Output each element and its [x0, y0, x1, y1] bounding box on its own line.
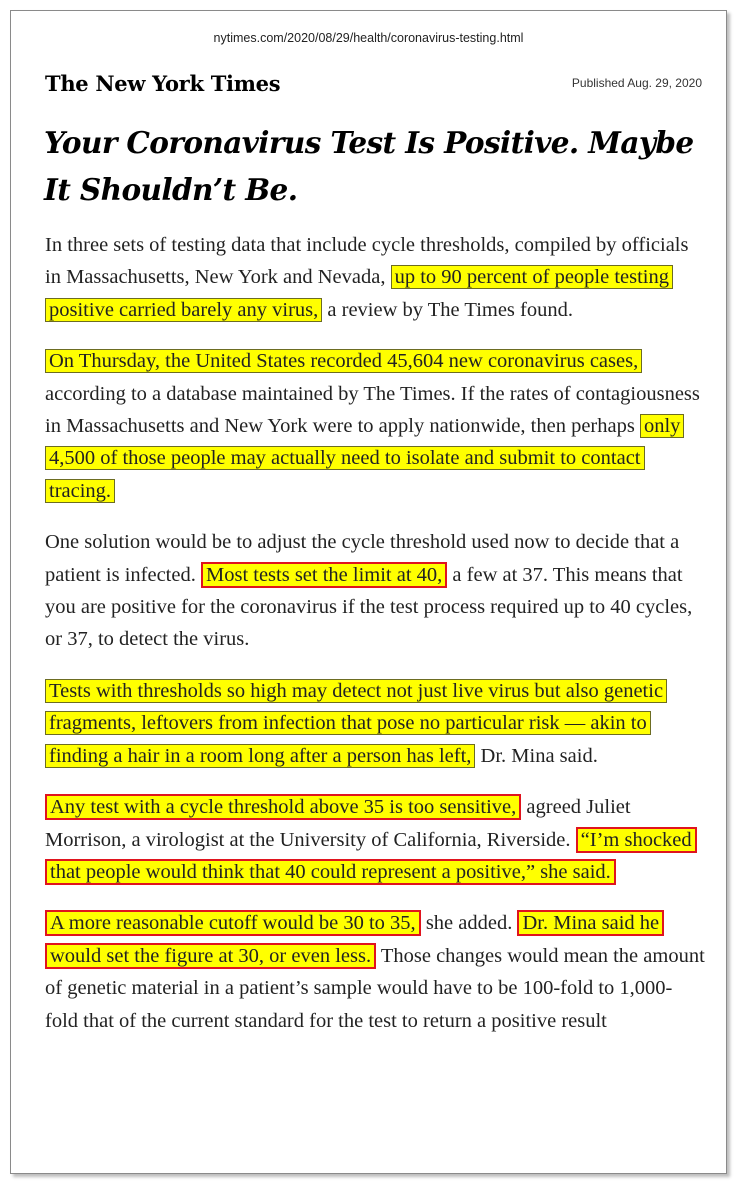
- text: One solution would be to adjust the cycle threshold used now to decide that a patient is infected.: [45, 531, 680, 586]
- text: In three sets of testing data that include cycle thresholds, compiled by officials in Massachusetts, New York and Nevada,: [45, 234, 689, 289]
- text: Dr. Mina said.: [475, 744, 598, 767]
- red-boxed-highlight: “I’m shocked that people would think that 40 could represent a positive,” she said.: [45, 827, 697, 885]
- nyt-masthead-logo[interactable]: The New York Times: [45, 71, 281, 96]
- yellow-highlight: only 4,500 of those people may actually need to isolate and submit to contact tracing.: [45, 414, 684, 503]
- text: according to a database maintained by The Times. If the rates of contagiousness in Massachusetts and New York were to apply nationwide, then perhaps: [45, 382, 700, 438]
- article-body: [45, 229, 705, 1056]
- paragraph-6: [45, 907, 705, 1037]
- published-date: Published Aug. 29, 2020: [571, 76, 702, 90]
- red-boxed-highlight: A more reasonable cutoff would be 30 to 35,: [45, 910, 421, 936]
- red-boxed-highlight: Most tests set the limit at 40,: [201, 562, 447, 588]
- red-boxed-highlight: Any test with a cycle threshold above 35 is too sensitive,: [45, 794, 521, 820]
- paragraph-4: [45, 675, 705, 772]
- article-headline: Your Coronavirus Test Is Positive. Maybe It Shouldn’t Be.: [44, 125, 694, 207]
- article-frame: [10, 10, 727, 1174]
- text: Those changes would mean the amount of genetic material in a patient’s sample would have to be 100-fold to 1,000-fold that of the current standard for the test to return a positive result: [45, 944, 705, 1032]
- text: a review by The Times found.: [322, 298, 573, 321]
- text: she added.: [420, 912, 518, 935]
- text: a few at 37. This means that you are positive for the coronavirus if the test process required up to 40 cycles, or 37, to detect the virus.: [45, 563, 693, 651]
- article-url[interactable]: nytimes.com/2020/08/29/health/coronavirus-testing.html: [213, 31, 524, 45]
- yellow-highlight: Tests with thresholds so high may detect not just live virus but also genetic fragments, leftovers from infection that pose no particular risk — akin to finding a hair in a room long after a person has left,: [45, 679, 667, 768]
- paragraph-2: [45, 345, 705, 507]
- paragraph-1: [45, 229, 705, 326]
- paragraph-5: [45, 791, 705, 888]
- yellow-highlight: On Thursday, the United States recorded 45,604 new coronavirus cases,: [45, 349, 642, 373]
- red-boxed-highlight: Dr. Mina said he would set the figure at 30, or even less.: [45, 910, 664, 968]
- text: agreed Juliet Morrison, a virologist at the University of California, Riverside.: [45, 796, 631, 851]
- yellow-highlight: up to 90 percent of people testing positive carried barely any virus,: [45, 265, 673, 321]
- paragraph-3: [45, 526, 705, 656]
